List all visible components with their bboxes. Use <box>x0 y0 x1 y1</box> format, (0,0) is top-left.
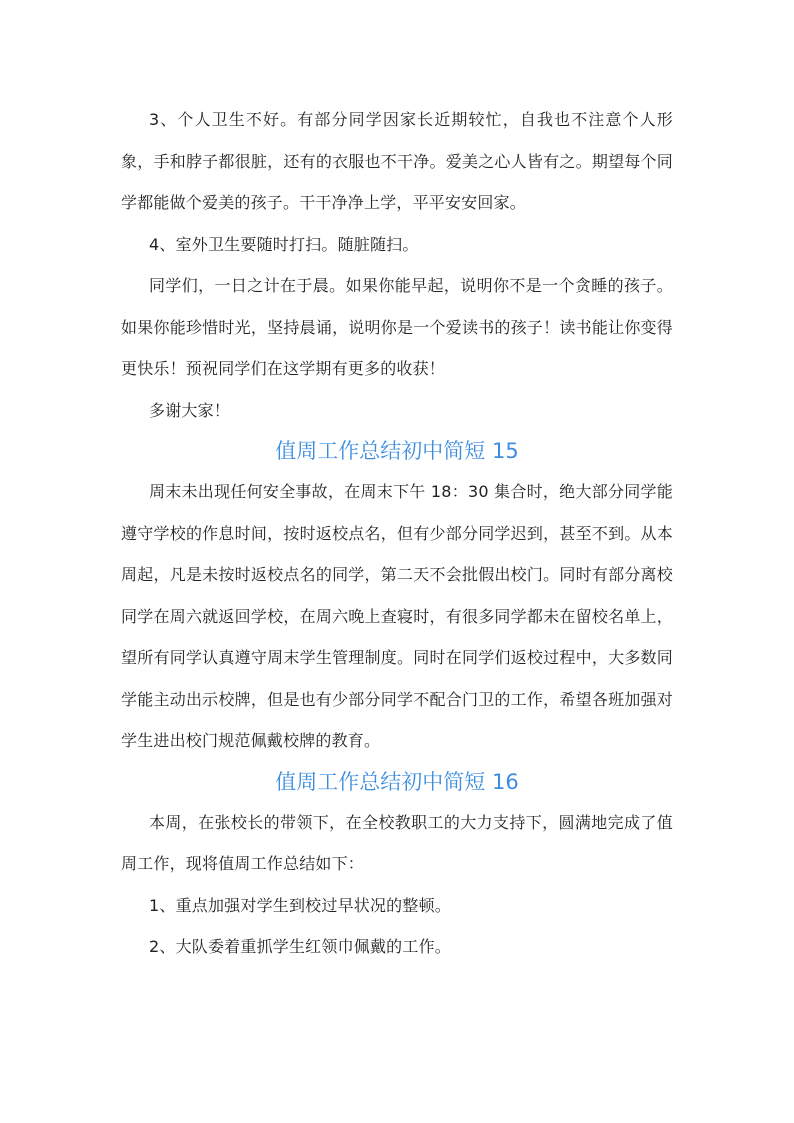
section-heading-15: 值周工作总结初中简短 15 <box>275 439 519 463</box>
document-body <box>121 99 673 968</box>
paragraph-thanks: 多谢大家！ <box>149 400 231 420</box>
section-heading-16: 值周工作总结初中简短 16 <box>275 769 519 794</box>
paragraph-hygiene: 3、个人卫生不好。有部分同学因家长近期较忙，自我也不注意个人形象，手和脖子都很脏，还有的衣服也不干净。爱美之心人皆有之。期望每个同学都能做个爱美的孩子。干干净净上学，平平安安回家。 <box>121 110 673 212</box>
paragraph-morning-advice: 同学们，一日之计在于晨。如果你能早起，说明你不是一个贪睡的孩子。如果你能珍惜时光，坚持晨诵，说明你是一个爱读书的孩子！读书能让你变得更快乐！预祝同学们在这学期有更多的收获！ <box>121 276 673 378</box>
paragraph-weekend-summary: 周末未出现任何安全事故，在周末下午 18：30 集合时，绝大部分同学能遵守学校的作息时间，按时返校点名，但有少部分同学迟到，甚至不到。从本周起，凡是未按时返校点名的同学，第二天不会批假出校门。同时有部分离校同学在周六就返回学校，在周六晚上查寝时，有很多同学都未在留校名单上，望所有同学认真遵守周末学生管理制度。同时在同学们返校过程中，大多数同学能主动出示校牌，但是也有少部分同学不配合门卫的工作，希望各班加强对学生进出校门规范佩戴校牌的教育。 <box>121 482 673 750</box>
list-item-early-arrival: 1、重点加强对学生到校过早状况的整顿。 <box>149 895 451 915</box>
paragraph-week-intro: 本周，在张校长的带领下，在全校教职工的大力支持下，圆满地完成了值周工作，现将值周工作总结如下： <box>121 812 673 873</box>
paragraph-outdoor-cleaning: 4、室外卫生要随时打扫。随脏随扫。 <box>149 234 419 254</box>
list-item-red-scarf: 2、大队委着重抓学生红领巾佩戴的工作。 <box>149 937 451 956</box>
